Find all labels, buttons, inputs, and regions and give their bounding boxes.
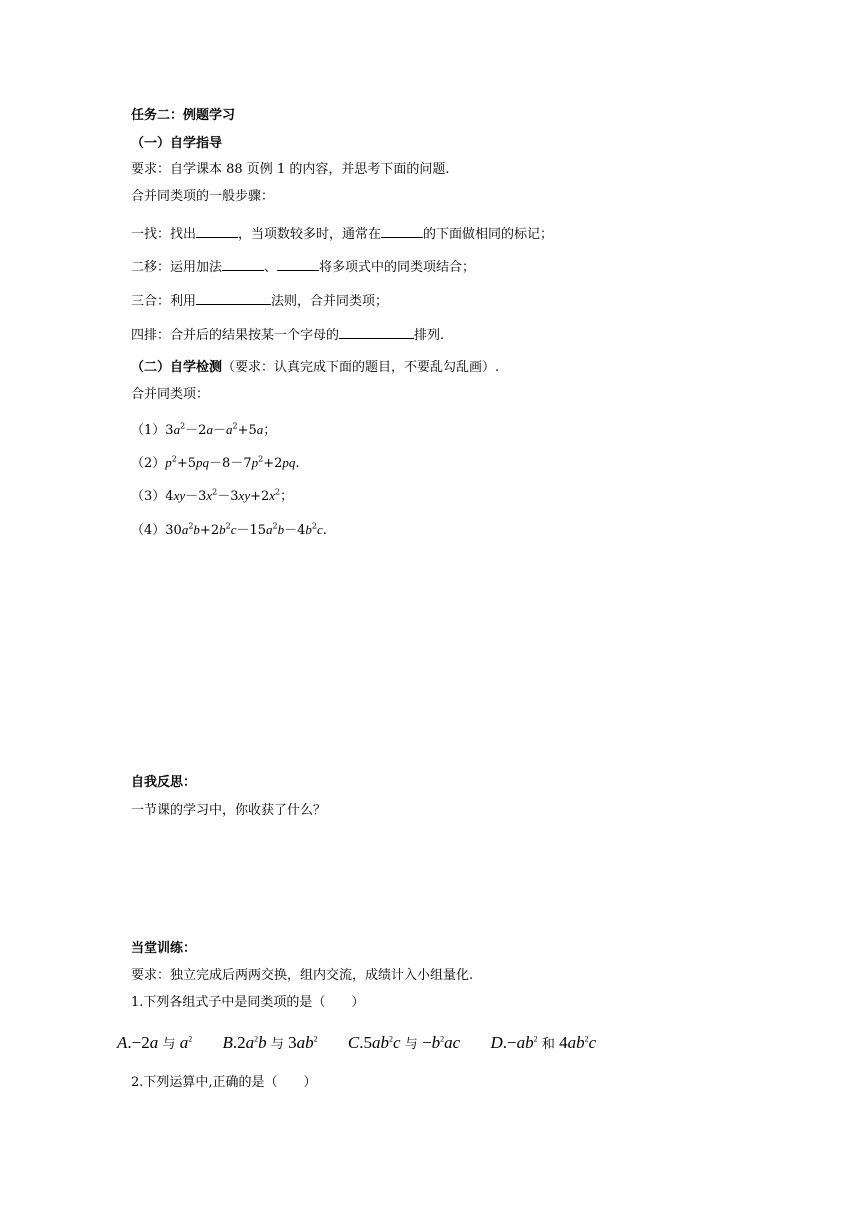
practice-heading: 当堂训练：	[131, 941, 197, 956]
question-1: 1.下列各组式子中是同类项的是（ ）	[131, 995, 365, 1010]
step-arrange: 四排：合并后的结果按某一个字母的 排列.	[131, 328, 445, 343]
problem-3-expression: $4xy-3x^2-3xy+2x^2$；	[165, 487, 294, 504]
problem-2: $(2)p^2+5pq-8-7p^2+2pq$.	[131, 454, 300, 471]
fill-blank[interactable]	[339, 326, 414, 339]
problem-1-expression: $3a^2-2a-a^2+5a$；	[165, 421, 277, 438]
steps-title: 合并同类项的一般步骤：	[131, 189, 275, 204]
problem-4-expression: $30a^2b+2b^2c-15a^2b-4b^2c$.	[165, 521, 327, 538]
fill-blank[interactable]	[277, 258, 319, 271]
fill-blank[interactable]	[196, 292, 271, 305]
merge-title: 合并同类项：	[131, 387, 210, 402]
fill-blank[interactable]	[222, 258, 264, 271]
option-a[interactable]: A.−2a 与 $a^2$	[117, 1033, 193, 1052]
option-b[interactable]: $B.2a^2b$ 与 $3ab^2$	[222, 1033, 318, 1052]
question-1-options	[117, 1032, 622, 1056]
problem-1: $(1)3a^2-2a-a^2+5a$；	[131, 421, 277, 438]
fill-blank[interactable]	[381, 225, 423, 238]
problem-4: $(4)30a^2b+2b^2c-15a^2b-4b^2c$.	[131, 521, 327, 538]
reflection-heading: 自我反思：	[131, 775, 197, 790]
step-move: 二移：运用加法 、 将多项式中的同类项结合；	[131, 260, 476, 275]
problem-3: $(3)4xy-3x^2-3xy+2x^2$；	[131, 487, 294, 504]
self-study-requirement: 要求：自学课本 88 页例 1 的内容，并思考下面的问题.	[131, 162, 450, 177]
subsection-self-study-guide: （一）自学指导	[131, 136, 223, 151]
option-d[interactable]: $D.-ab^2$ 和 $4ab^2c$	[490, 1033, 597, 1052]
practice-requirement: 要求：独立完成后两两交换，组内交流，成绩计入小组量化.	[131, 968, 474, 983]
option-c[interactable]: $C.5ab^2c$ 与 $-b^2ac$	[347, 1033, 461, 1052]
fill-blank[interactable]	[196, 225, 238, 238]
step-find: 一找：找出 ，当项数较多时，通常在 的下面做相同的标记；	[131, 227, 554, 242]
problem-2-expression: $p^2+5pq-8-7p^2+2pq$.	[165, 454, 300, 471]
task2-heading: 任务二：例题学习	[131, 108, 236, 123]
subsection-self-check: （二）自学检测（要求：认真完成下面的题目，不要乱勾乱画）.	[131, 360, 500, 375]
question-2: 2.下列运算中,正确的是（ ）	[131, 1075, 317, 1090]
step-combine: 三合：利用 法则，合并同类项；	[131, 294, 389, 309]
reflection-question: 一节课的学习中，你收获了什么？	[131, 803, 327, 818]
